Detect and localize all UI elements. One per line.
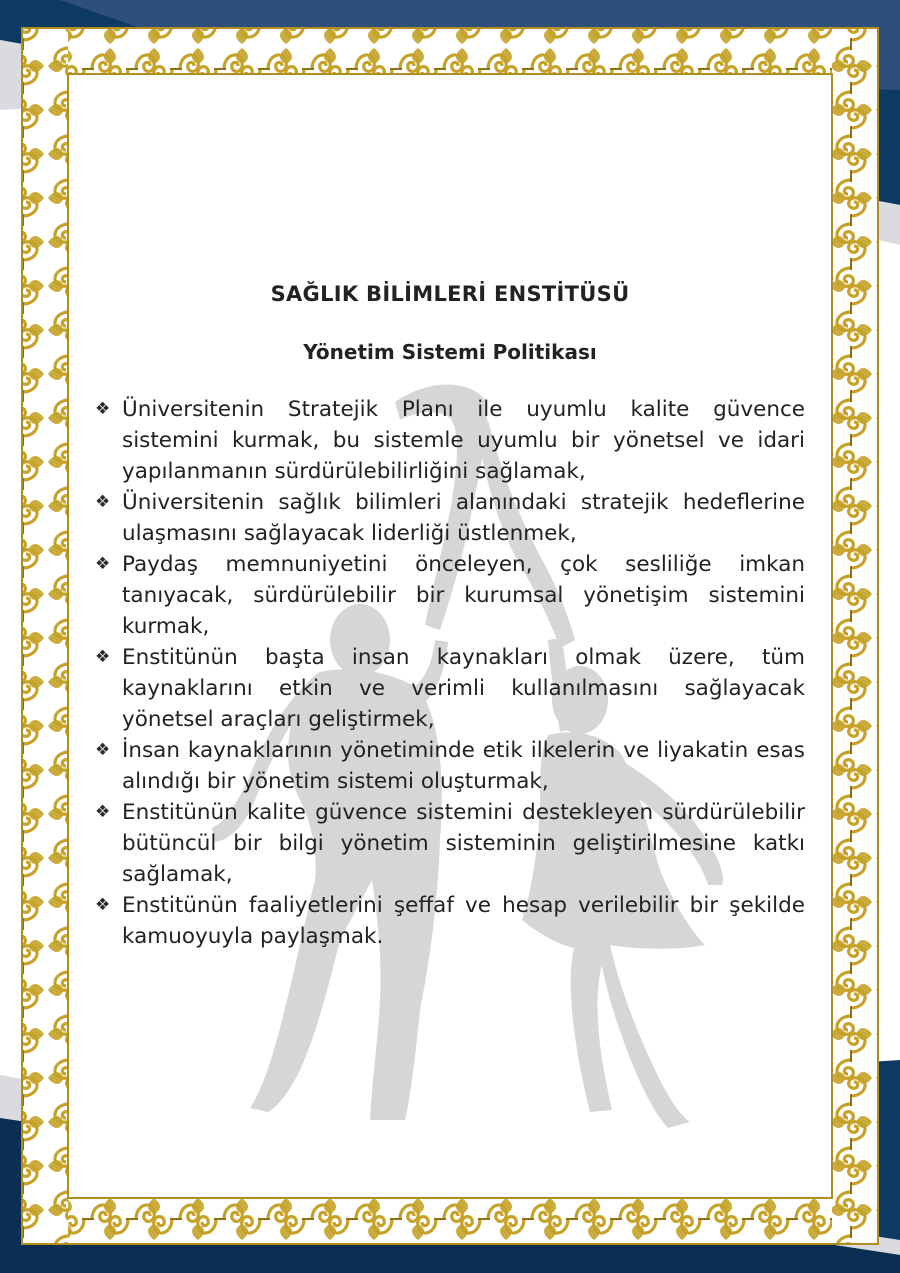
border-bottom <box>22 1198 878 1244</box>
policy-list <box>95 394 805 952</box>
border-top <box>22 28 878 74</box>
list-item <box>95 549 805 642</box>
list-item-text: Üniversitenin sağlık bilimleri alanındaki stratejik hedeflerine ulaşmasını sağlayacak liderliği üstlenmek, <box>122 490 805 546</box>
list-item-text: Enstitünün kalite güvence sistemini destekleyen sürdürülebilir bütüncül bir bilgi yönetim sisteminin geliştirilmesine katkı sağlamak, <box>122 800 805 887</box>
diamond-bullet-icon: ❖ <box>95 740 111 760</box>
list-item-text: İnsan kaynaklarının yönetiminde etik ilkelerin ve liyakatin esas alındığı bir yönetim sistemi oluşturmak, <box>122 738 805 794</box>
border-left <box>22 28 68 1244</box>
list-item-text: Paydaş memnuniyetini önceleyen, çok sesliliğe imkan tanıyacak, sürdürülebilir bir kurumsal yönetişim sistemini kurmak, <box>122 552 805 639</box>
border-right <box>832 28 878 1244</box>
diamond-bullet-icon: ❖ <box>95 399 111 419</box>
policy-document <box>95 270 805 952</box>
list-item <box>95 394 805 487</box>
diamond-bullet-icon: ❖ <box>95 647 111 667</box>
list-item <box>95 642 805 735</box>
list-item-text: Üniversitenin Stratejik Planı ile uyumlu kalite güvence sistemini kurmak, bu sistemle uyumlu bir yönetsel ve idari yapılanmanın sürdürülebilirliğini sağlamak, <box>122 397 805 484</box>
list-item-text: Enstitünün başta insan kaynakları olmak üzere, tüm kaynaklarını etkin ve verimli kullanılmasını sağlayacak yönetsel araçları geliştirmek, <box>122 645 805 732</box>
list-item <box>95 797 805 890</box>
diamond-bullet-icon: ❖ <box>95 554 111 574</box>
list-item <box>95 890 805 952</box>
diamond-bullet-icon: ❖ <box>95 802 111 822</box>
page-title: SAĞLIK BİLİMLERİ ENSTİTÜSÜ <box>270 282 630 306</box>
list-item <box>95 487 805 549</box>
list-item <box>95 735 805 797</box>
diamond-bullet-icon: ❖ <box>95 895 111 915</box>
diamond-bullet-icon: ❖ <box>95 492 111 512</box>
document-subtitle: Yönetim Sistemi Politikası <box>303 340 597 364</box>
list-item-text: Enstitünün faaliyetlerini şeffaf ve hesap verilebilir bir şekilde kamuoyuyla paylaşmak. <box>122 893 805 949</box>
